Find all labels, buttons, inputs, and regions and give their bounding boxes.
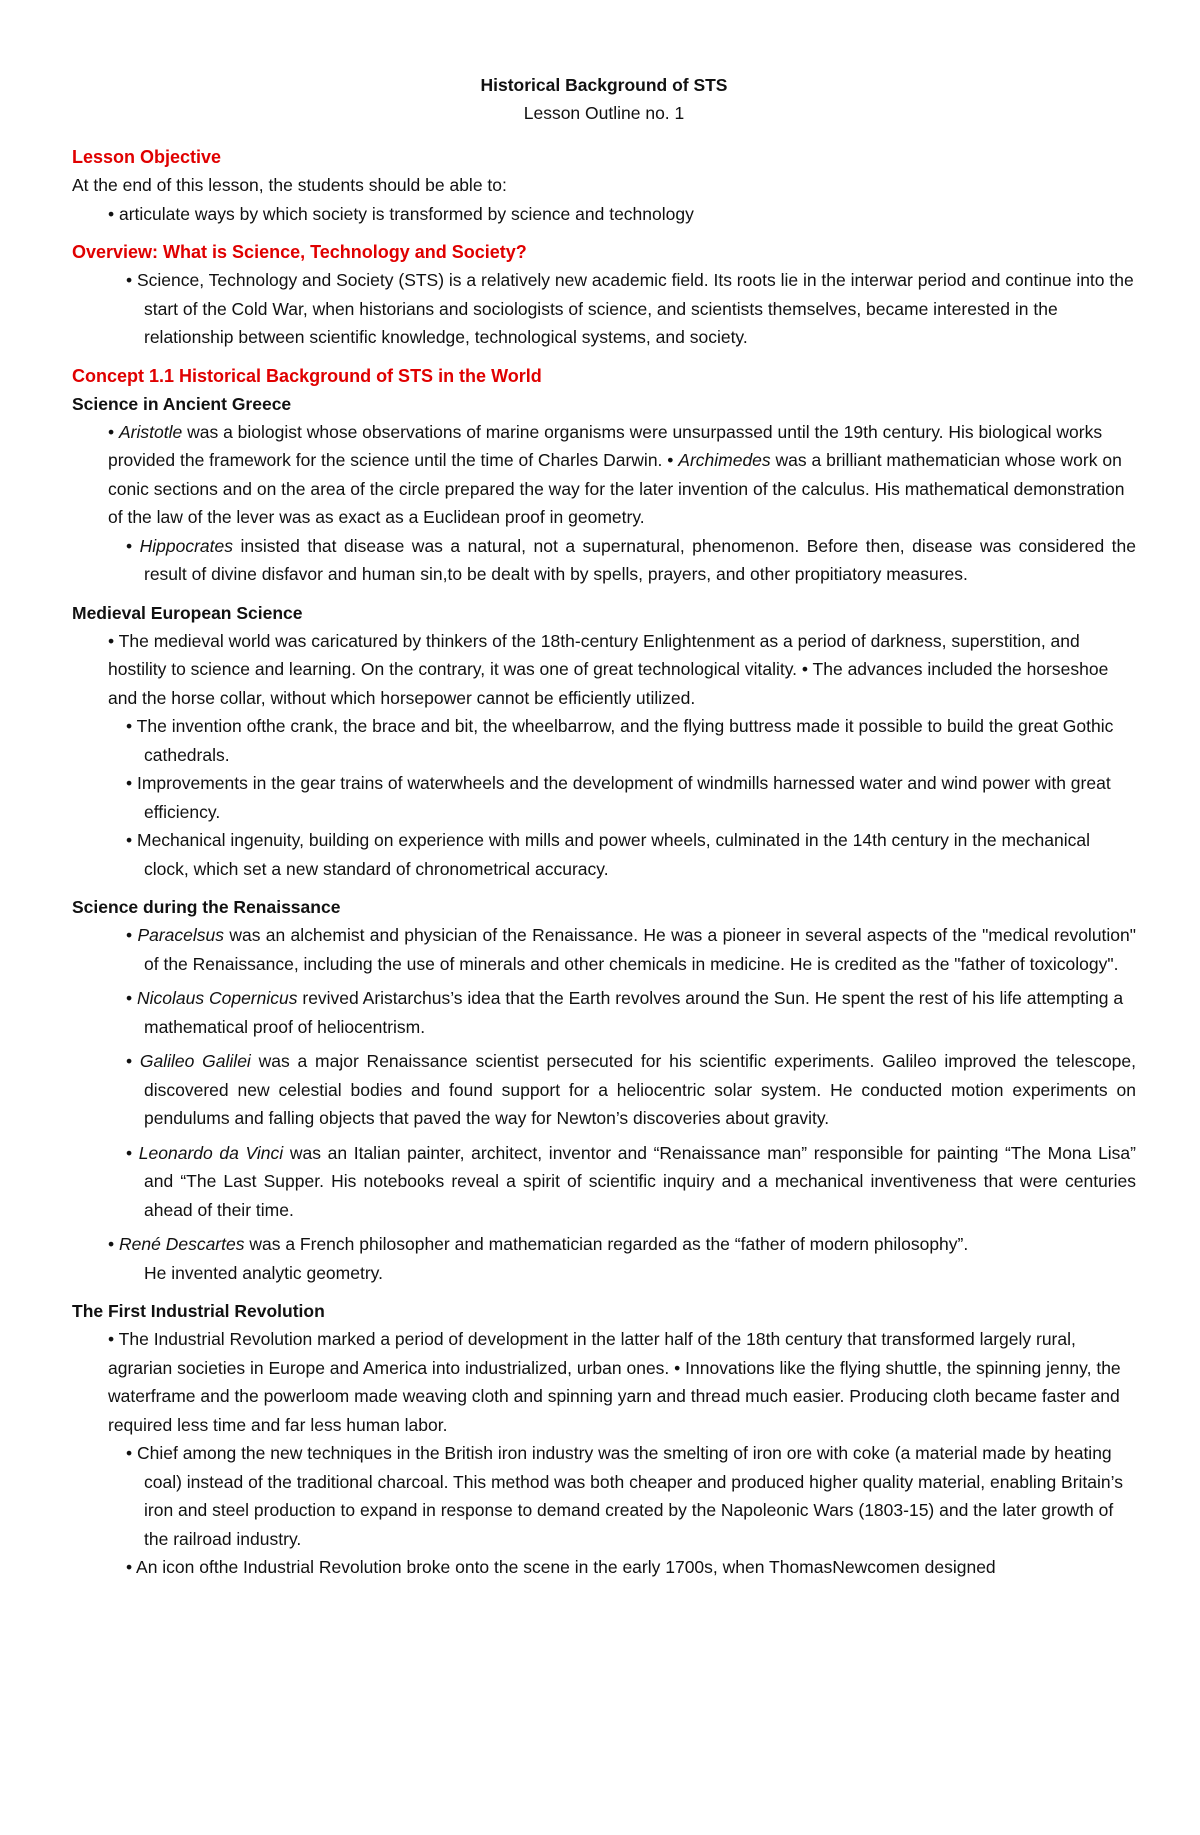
industrial-heading: The First Industrial Revolution — [72, 1301, 325, 1321]
objective-bullet: • articulate ways by which society is transformed by science and technology — [108, 203, 694, 224]
objective-intro: At the end of this lesson, the students should be able to: — [72, 175, 507, 195]
document-subtitle: Lesson Outline no. 1 — [523, 103, 685, 123]
descartes-name: René Descartes — [119, 1234, 245, 1254]
aristotle-text: was a biologist whose observations of marine organisms were unsurpassed until the 19th century. His biological works provided the framework for the science until the time of Charles Darwin. • — [108, 421, 1103, 470]
descartes-line2: He invented analytic geometry. — [144, 1262, 383, 1283]
hippocrates-text: insisted that disease was a natural, not a supernatural, phenomenon. Before then, disease was considered the result of divine disfavor and human sin,to be dealt with by spells, prayers, and other propitiatory measures. — [144, 535, 1136, 584]
copernicus-text: revived Aristarchus’s idea that the Earth revolves around the Sun. He spent the rest of his life attempting a mathematical proof of heliocentrism. — [144, 988, 1124, 1037]
overview-heading: Overview: What is Science, Technology and Society? — [72, 242, 527, 262]
greece-aristotle-archimedes-paragraph: • Aristotle was a biologist whose observations of marine organisms were unsurpassed until the 19th century. His biological works provided the framework for the science until the time of Charles Darwin. • Archimedes was a brilliant mathematician whose work on conic sections and on the area of the circle prepared the way for the later invention of the calculus. His mathematical demonstration of the law of the lever was as exact as a Euclidean proof in geometry. — [108, 421, 1125, 527]
paracelsus-text: was an alchemist and physician of the Renaissance. He was a pioneer in several aspects of the "medical revolution" of the Renaissance, including the use of minerals and other chemicals in medicine. He is credited as the "father of toxicology". — [144, 925, 1136, 974]
archimedes-name: Archimedes — [678, 450, 771, 470]
aristotle-name: Aristotle — [119, 421, 183, 442]
objective-heading: Lesson Objective — [72, 147, 222, 167]
descartes-bullet: • René Descartes was a French philosopher and mathematician regarded as the “father of modern philosophy”. — [108, 1234, 969, 1254]
galileo-bullet: • Galileo Galilei was a major Renaissance scientist persecuted for his scientific experiments. Galileo improved the telescope, discovered new celestial bodies and found support for a heliocentric solar system. He conducted motion experiments on pendulums and falling objects that paved the way for Newton’s discoveries about gravity. — [126, 1051, 1136, 1128]
document-title: Historical Background of STS — [480, 75, 728, 95]
galileo-text: was a major Renaissance scientist persecuted for his scientific experiments. Galileo improved the telescope, discovered new celestial bodies and found support for a heliocentric solar system. He conducted motion experiments on pendulums and falling objects that paved the way for Newton’s discoveries about gravity. — [144, 1051, 1136, 1128]
davinci-text: was an Italian painter, architect, inventor and “Renaissance man” responsible for painting “The Mona Lisa” and “The Last Supper. His notebooks reveal a spirit of scientific inquiry and a mechanical inventiveness that were centuries ahead of their time. — [144, 1142, 1136, 1220]
paracelsus-bullet: • Paracelsus was an alchemist and physician of the Renaissance. He was a pioneer in several aspects of the "medical revolution" of the Renaissance, including the use of minerals and other chemicals in medicine. He is credited as the "father of toxicology". — [126, 925, 1136, 974]
overview-paragraph: • Science, Technology and Society (STS) is a relatively new academic field. Its roots lie in the interwar period and continue into the start of the Cold War, when historians and sociologists of science, and scientists themselves, became interested in the relationship between scientific knowledge, technological systems, and society. — [126, 270, 1134, 347]
industrial-paragraph: • The Industrial Revolution marked a period of development in the latter half of the 18th century that transformed largely rural, agrarian societies in Europe and America into industrialized, urban ones. • Innovations like the flying shuttle, the spinning jenny, the waterframe and the powerloom made weaving cloth and spinning yarn and thread much easier. Producing cloth became faster and required less time and far less human labor. — [108, 1329, 1121, 1435]
galileo-name: Galileo Galilei — [139, 1051, 251, 1071]
medieval-heading: Medieval European Science — [72, 602, 303, 623]
paracelsus-name: Paracelsus — [137, 925, 225, 945]
archimedes-text: was a brilliant mathematician whose work on conic sections and on the area of the circle prepared the way for the later invention of the calculus. His mathematical demonstration of the law of the lever was as exact as a Euclidean proof in geometry. — [108, 450, 1125, 527]
copernicus-bullet: • Nicolaus Copernicus revived Aristarchus’s idea that the Earth revolves around the Sun. He spent the rest of his life attempting a mathematical proof of heliocentrism. — [126, 988, 1124, 1037]
copernicus-name: Nicolaus Copernicus — [137, 988, 298, 1008]
hippocrates-name: Hippocrates — [139, 535, 234, 556]
hippocrates-bullet: • Hippocrates insisted that disease was a natural, not a supernatural, phenomenon. Before then, disease was considered the result of divine disfavor and human sin,to be dealt with by spells, prayers, and other propitiatory measures. — [126, 535, 1136, 584]
davinci-bullet: • Leonardo da Vinci was an Italian painter, architect, inventor and “Renaissance man” responsible for painting “The Mona Lisa” and “The Last Supper. His notebooks reveal a spirit of scientific inquiry and a mechanical inventiveness that were centuries ahead of their time. — [126, 1142, 1136, 1220]
medieval-bullet-crank: • The invention ofthe crank, the brace and bit, the wheelbarrow, and the flying buttress made it possible to build the great Gothic cathedrals. — [126, 716, 1114, 765]
davinci-name: Leonardo da Vinci — [138, 1142, 284, 1163]
concept-heading: Concept 1.1 Historical Background of STS in the World — [72, 365, 542, 386]
medieval-bullet-gear-trains: • Improvements in the gear trains of waterwheels and the development of windmills harnessed water and wind power with great efficiency. — [126, 773, 1111, 822]
medieval-paragraph: • The medieval world was caricatured by thinkers of the 18th-century Enlightenment as a period of darkness, superstition, and hostility to science and learning. On the contrary, it was one of great technological vitality. • The advances included the horseshoe and the horse collar, without which horsepower cannot be efficiently utilized. — [108, 630, 1109, 708]
industrial-bullet-newcomen: • An icon ofthe Industrial Revolution broke onto the scene in the early 1700s, when ThomasNewcomen designed — [126, 1557, 996, 1577]
descartes-text: was a French philosopher and mathematician regarded as the “father of modern philosophy”. — [244, 1234, 969, 1254]
renaissance-heading: Science during the Renaissance — [72, 897, 341, 917]
medieval-bullet-mechanical-clock: • Mechanical ingenuity, building on experience with mills and power wheels, culminated in the 14th century in the mechanical clock, which set a new standard of chronometrical accuracy. — [126, 830, 1090, 879]
greece-heading: Science in Ancient Greece — [72, 393, 292, 414]
industrial-bullet-iron: • Chief among the new techniques in the British iron industry was the smelting of iron ore with coke (a material made by heating coal) instead of the traditional charcoal. This method was both cheaper and produced higher quality material, enabling Britain’s iron and steel production to expand in response to demand created by the Napoleonic Wars (1803-15) and the later growth of the railroad industry. — [126, 1443, 1123, 1549]
